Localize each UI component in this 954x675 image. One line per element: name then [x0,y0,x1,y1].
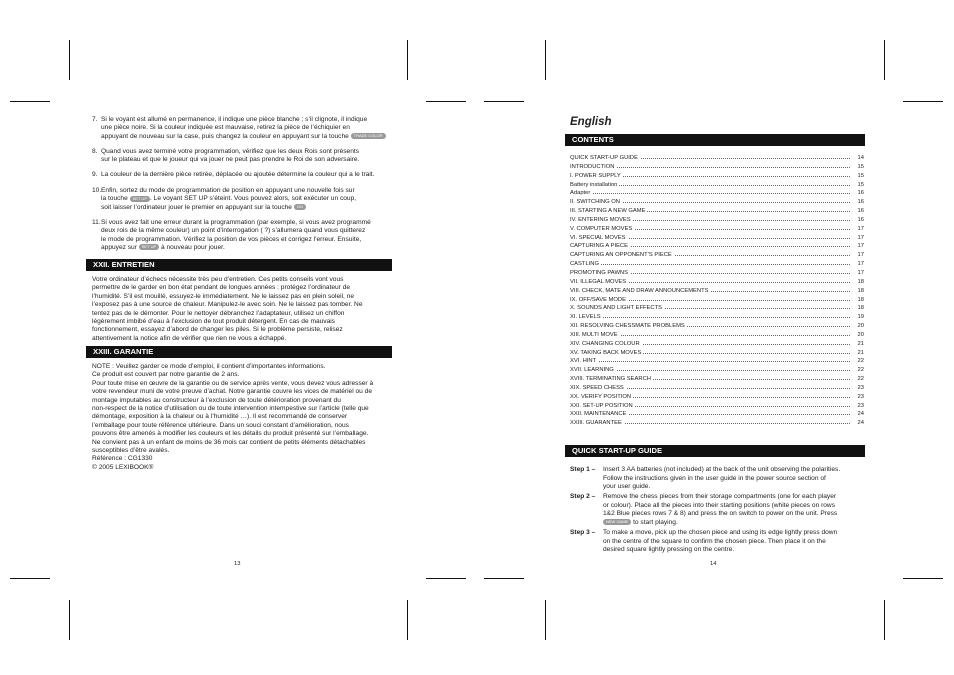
crop-mark [484,101,524,102]
toc-row [570,419,864,428]
toc-row [570,313,864,322]
toc-label: X. SOUNDS AND LIGHT EFFECTS [570,305,663,312]
toc-page: 21 [857,340,864,347]
toc-label: XXIII. GUARANTEE [570,420,622,427]
toc-row [570,287,864,296]
toc-page: 14 [857,155,864,161]
toc-page: 18 [857,278,864,285]
leader-dots [570,193,850,194]
toc-row [570,225,864,234]
step-item: Step 1 – Insert 3 AA batteries (not included) at the back of the unit observing the polarities. Follow the instructions given in the user guide in the power source section of your user guide. [570,466,841,491]
trade-color-button-icon: TRADE COLOR [351,133,386,139]
crop-mark [903,101,943,102]
page-number: 13 [234,561,241,567]
leader-dots [570,361,850,362]
toc-label: CAPTURING AN OPPONENT’S PIECE [570,252,672,259]
toc-label: CASTLING [570,261,599,268]
toc-row [570,410,864,419]
toc-page: 23 [857,402,864,409]
leader-dots [570,264,850,265]
page-number: 14 [710,561,717,567]
toc-row [570,251,864,260]
toc-row [570,216,864,225]
toc-row [570,181,864,190]
list-item: 11. Si vous avez fait une erreur durant la programmation (par exemple, si vous avez programmé deux rois de la même couleur) un point d’interrogation ( ?) s’allumera quand vous quitterez le mode de programmation. Vérifiez la position de vos pièces et corrigez l’erreur. Ensuite, appuyez sur SET UP à nouveau pour jouer. [92,219,371,252]
toc-row [570,331,864,340]
toc-row [570,198,864,207]
crop-mark [903,578,943,579]
toc-row [570,349,864,358]
toc-page: 15 [857,181,864,188]
list-item: 9. La couleur de la dernière pièce retirée, déplacée ou ajoutée détermine la couleur qui a le trait. [92,171,375,178]
contents-heading: CONTENTS [565,134,865,146]
toc-page: 15 [857,172,864,179]
toc-label: XIX. SPEED CHESS [570,384,624,391]
toc-page: 20 [857,323,864,330]
toc-label: XI. LEVELS [570,314,601,321]
toc-label: IV. ENTERING MOVES [570,216,631,223]
toc-row [570,189,864,198]
toc-row [570,172,864,181]
toc-row [570,384,864,393]
toc-row [570,357,864,366]
toc-row [570,269,864,278]
crop-mark [407,40,408,80]
toc-page: 18 [857,296,864,303]
toc-label: II. SWITCHING ON [570,199,620,206]
leader-dots [570,317,850,318]
toc-row [570,154,864,163]
step-item: Step 3 – To make a move, pick up the chosen piece and using its edge lightly press down on the centre of the square to confirm the chosen piece. Then place it on the desired square lightly pressing on the centre. [570,529,838,554]
toc-page: 16 [857,190,864,197]
list-item: 10. Enfin, sortez du mode de programmation de position en appuyant une nouvelle fois sur la touche SET UP . Le voyant SET UP s’éteint. Vous pouvez alors, soit exécuter un coup, soit laisser l’ordinateur jouer le premier en appuyant sur la touche GO [92,187,357,211]
toc-page: 23 [857,393,864,400]
toc-page: 16 [857,199,864,206]
quick-start-heading: QUICK START-UP GUIDE [565,445,865,457]
toc-row [570,366,864,375]
toc-label: XXI. SET-UP POSITION [570,402,633,409]
toc-row [570,207,864,216]
toc-label: VII. ILLEGAL MOVES [570,278,627,285]
crop-mark [426,101,466,102]
toc-page: 21 [857,349,864,356]
toc-label: XVI. HINT [570,358,597,365]
toc-page: 17 [857,234,864,241]
crop-mark [545,600,546,640]
toc-row [570,242,864,251]
crop-mark [69,40,70,80]
crop-mark [69,600,70,640]
toc-page: 16 [857,216,864,223]
list-item: 7. Si le voyant est allumé en permanence, il indique une pièce blanche ; s’il clignote, il indique une pièce noire. Si la couleur indiquée est mauvaise, retirez la pièce de l’échiquier en appuyant de nouveau sur la case, puis changez la couleur en appuyant sur la touche TRADE COLOR [92,116,392,142]
toc-page: 22 [857,358,864,365]
toc-page: 18 [857,287,864,294]
toc-label: XVII. LEARNING [570,367,614,374]
crop-mark [426,578,466,579]
table-of-contents [570,154,864,428]
crop-mark [884,40,885,80]
toc-label: Battery installation [570,181,618,188]
toc-label: VI. SPECIAL MOVES [570,234,626,241]
toc-row [570,393,864,402]
toc-label: V. COMPUTER MOVES [570,225,633,232]
toc-label: CAPTURING A PIECE [570,243,628,250]
toc-label: INTRODUCTION [570,163,615,170]
toc-page: 24 [857,411,864,418]
toc-label: XIV. CHANGING COLOUR [570,340,640,347]
crop-mark [484,578,524,579]
toc-label: XII. RESOLVING CHESSMATE PROBLEMS [570,323,685,330]
toc-page: 17 [857,225,864,232]
crop-mark [407,600,408,640]
toc-label: XIII. MULTI MOVE [570,331,618,338]
toc-label: XX. VERIFY POSITION [570,393,632,400]
toc-label: Adapter [570,190,591,197]
toc-row [570,340,864,349]
section-heading: XXIII. GARANTIE [86,346,392,358]
toc-label: PROMOTING PAWNS [570,269,628,276]
crop-mark [545,40,546,80]
toc-page: 23 [857,384,864,391]
set-up-button-icon: SET UP [130,196,150,202]
go-button-icon: GO [294,204,306,210]
section-body: Votre ordinateur d’échecs nécessite très peu d’entretien. Ces petits conseils vont vous permettre de le garder en bon état pendant de longues années : protégez l’ordinateur de l’humidité. S’il est mouillé, essuyez-le immédiatement. Ne le laissez pas en plein soleil, ne l’exposez pas à une source de chaleur. Manipulez-le avec soin. Ne le laissez pas tomber. Ne tentez pas de le démonter. Pour le nettoyer débranchez l’adaptateur, utilisez un chiffon légèrement imbibé d’eau à l’exclusion de tout produit détergent. En cas de mauvais fonctionnement, essayez d’abord de changer les piles. Si le problème persiste, relisez attentivement la notice afin de vérifier que rien ne vous a échappé. [92,276,363,342]
toc-row [570,296,864,305]
toc-page: 17 [857,261,864,268]
toc-row [570,402,864,411]
set-up-button-icon: SET UP [139,244,159,250]
toc-label: XVIII. TERMINATING SEARCH [570,376,651,383]
toc-label: I. POWER SUPPLY [570,172,621,179]
section-heading: XXII. ENTRETIEN [86,259,392,271]
language-title: English [570,116,612,128]
toc-label: XXII. MAINTENANCE [570,411,627,418]
step-item: Step 2 – Remove the chess pieces from their storage compartments (one for each player or colour). Place all the pieces into their starting positions (white pieces on rows 1&2 Blue pieces rows 7 & 8) and press the on switch to power on the unit. Press NEW GAME to start playing. [570,493,838,526]
toc-page: 20 [857,331,864,338]
toc-page: 17 [857,252,864,259]
toc-page: 22 [857,376,864,383]
toc-page: 22 [857,367,864,374]
toc-row [570,375,864,384]
toc-label: XV. TAKING BACK MOVES [570,349,642,356]
crop-mark [884,600,885,640]
toc-label: IX. OFF/SAVE MODE [570,296,626,303]
toc-page: 19 [857,314,864,321]
toc-page: 17 [857,243,864,250]
toc-row [570,234,864,243]
list-item: 8. Quand vous avez terminé votre programmation, vérifiez que les deux Rois sont présents sur le plateau et que le joueur qui va jouer ne peut pas prendre le Roi de son adversaire. [92,148,360,164]
toc-page: 18 [857,305,864,312]
toc-row [570,260,864,269]
toc-page: 17 [857,269,864,276]
toc-page: 16 [857,208,864,215]
toc-row [570,163,864,172]
toc-label: QUICK START-UP GUIDE [570,155,638,161]
toc-page: 24 [857,420,864,427]
toc-label: III. STARTING A NEW GAME [570,208,646,215]
toc-row [570,278,864,287]
crop-mark [10,101,50,102]
toc-row [570,304,864,313]
crop-mark [10,578,50,579]
toc-label: VIII. CHECK, MATE AND DRAW ANNOUNCEMENTS [570,287,709,294]
toc-page: 15 [857,163,864,170]
new-game-button-icon: NEW GAME [603,519,631,525]
toc-row [570,322,864,331]
section-body: NOTE : Veuillez garder ce mode d’emploi, il contient d’importantes informations. Ce produit est couvert par notre garantie de 2 ans. Pour toute mise en œuvre de la garantie ou de service après vente, vous devez vous adresser à votre revendeur muni de votre preuve d’achat. Notre garantie couvre les vices de matériel ou de montage imputables au constructeur à l’exclusion de toute détérioration provenant du non-respect de la notice d’utilisation ou de toute intervention intempestive sur l’article (telle que démontage, exposition à la chaleur ou à l’humidité …). Il est recommandé de conserver l’emballage pour toute référence ultérieure. Dans un souci constant d’amélioration, nous pouvons être amenés à modifier les couleurs et les détails du produit présenté sur l’emballage. Ne convient pas à un enfant de moins de 36 mois car contient de petits éléments détachables susceptibles d’être avalés. Référence : CG1330 © 2005 LEXIBOOK® [92,363,374,471]
